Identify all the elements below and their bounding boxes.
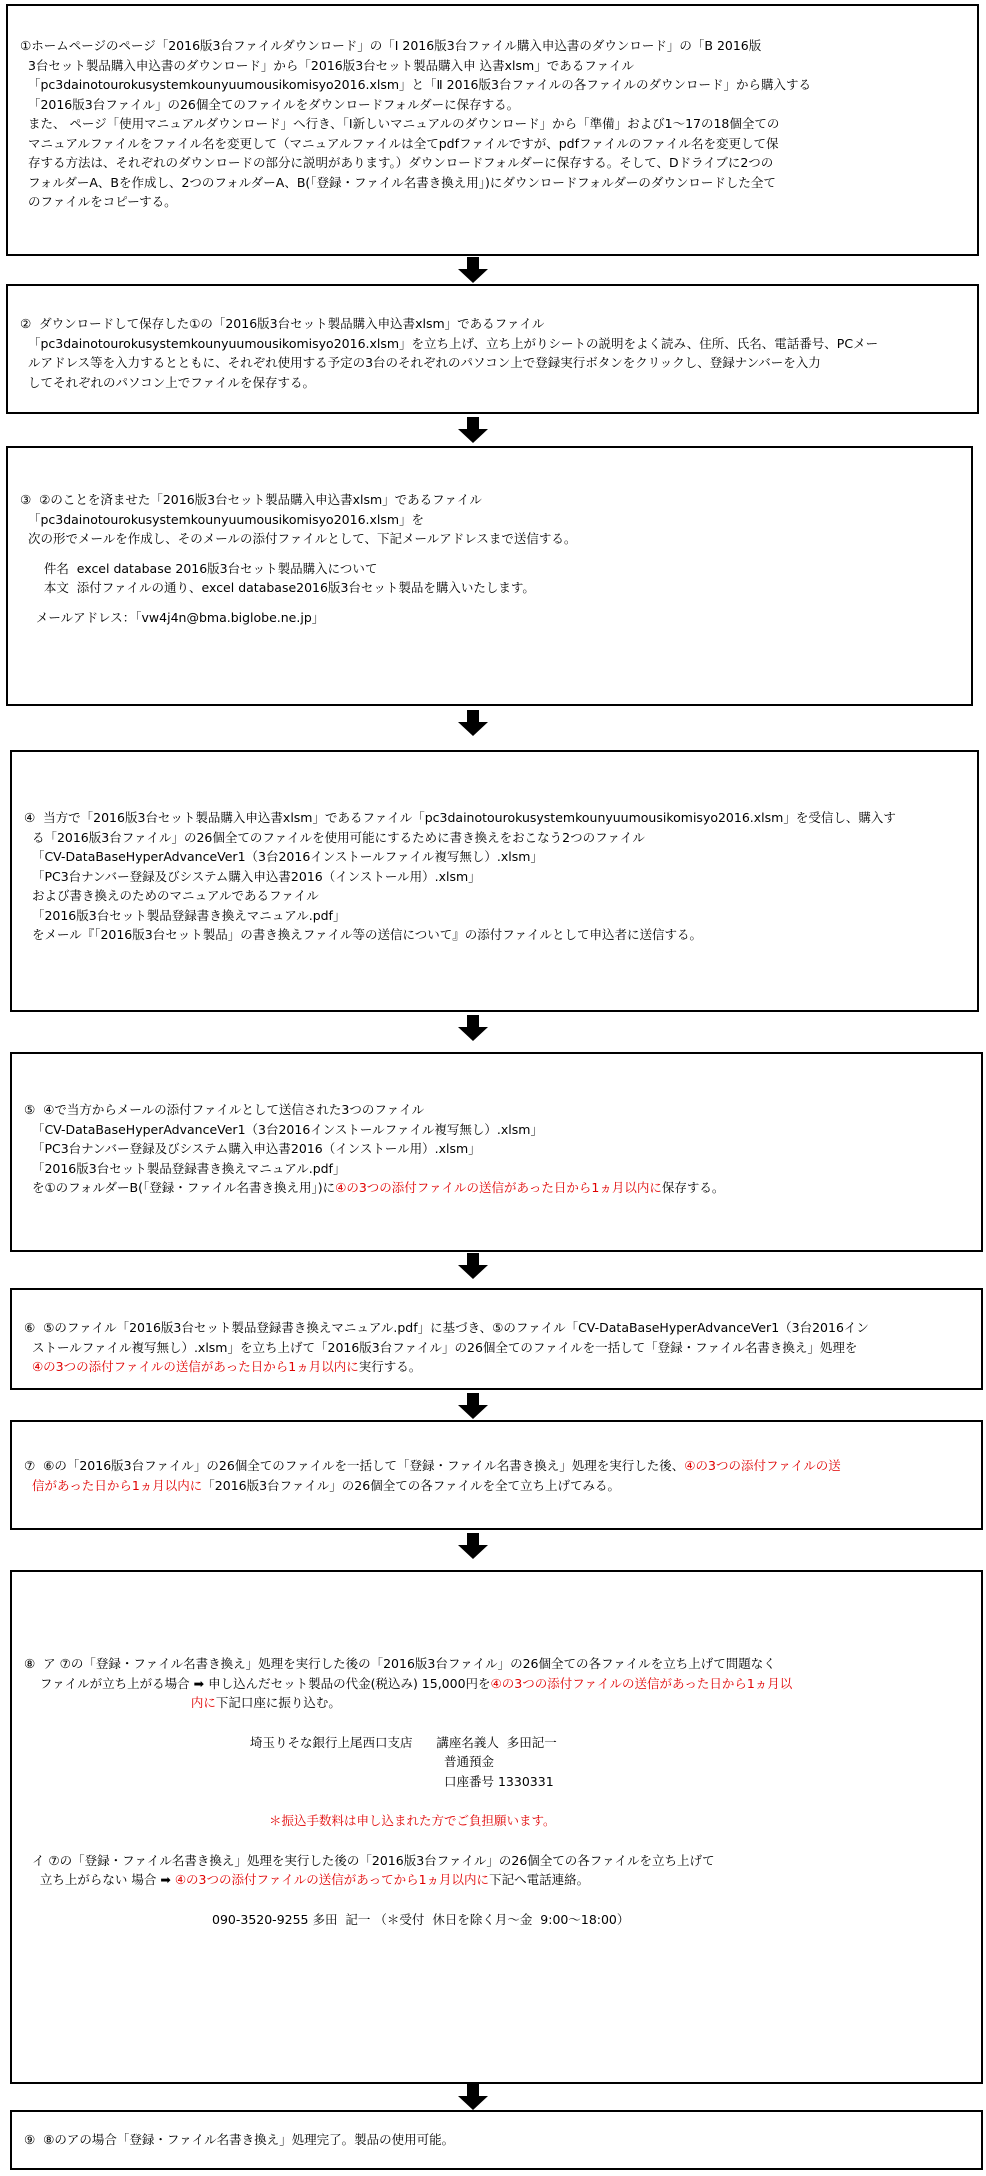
step5-box (10, 1052, 983, 1252)
step2-box (6, 284, 979, 414)
step5-line: 「2016版3台セット製品登録書き換えマニュアル.pdf」 (24, 1160, 346, 1176)
step1-line: 「2016版3台ファイル」の26個全てのファイルをダウンロードフォルダーに保存する。 (20, 96, 520, 112)
step2-line: 「pc3dainotourokusystemkounyuumousikomisyo2016.xlsm」を立ち上げ、立ち上がりシートの説明をよく読み、住所、氏名、電話番号、PCメー (20, 335, 879, 351)
email-body: 本文 添付ファイルの通り、excel database2016版3台セット製品を購入いたします。 (20, 580, 535, 595)
step1-line: 3台セット製品購入申込書のダウンロード」から「2016版3台セット製品購入申 込書xlsm」であるファイル (20, 57, 634, 73)
step8-i-line: 立ち上がらない 場合 ➡ ④の3つの添付ファイルの送信があってから1ヵ月以内に下記へ電話連絡。 (24, 1872, 590, 1887)
step6-box (10, 1288, 983, 1390)
step7-line: 信があった日から1ヵ月以内に「2016版3台ファイル」の26個全ての各ファイルを全て立ち上げてみる。 (24, 1477, 620, 1493)
step8-a-line: ファイルが立ち上がる場合 ➡ 申し込んだセット製品の代金(税込み) 15,000円を④の3つの添付ファイルの送信があった日から1ヵ月以 (24, 1675, 793, 1691)
step8-i-line: イ ⑦の「登録・ファイル名書き換え」処理を実行した後の「2016版3台ファイル」の26個全ての各ファイルを立ち上げて (24, 1852, 715, 1868)
down-arrow-icon (458, 1393, 488, 1419)
down-arrow-icon (458, 257, 488, 283)
step4-line: ④ 当方で「2016版3台セット製品購入申込書xlsm」であるファイル「pc3dainotourokusystemkounyuumousikomisyo2016.xlsm」を受信し、購入す (24, 810, 896, 825)
email-address: メールアドレス：「vw4j4n@bma.biglobe.ne.jp」 (20, 609, 325, 625)
email-subject: 件名 excel database 2016版3台セット製品購入について (20, 560, 378, 576)
step6-line: ④の3つの添付ファイルの送信があった日から1ヵ月以内に実行する。 (24, 1359, 422, 1374)
down-arrow-icon (458, 710, 488, 736)
deadline-note: ④の3つの添付ファイルの送信があった日から1ヵ月以内に (335, 1180, 662, 1195)
step7-box (10, 1420, 983, 1530)
step2-line: ルアドレス等を入力するとともに、それぞれ使用する予定の3台のそれぞれのパソコン上で登録実行ボタンをクリックし、登録ナンバーを入力 (20, 355, 821, 370)
step4-line: る「2016版3台ファイル」の26個全てのファイルを使用可能にするために書き換えをおこなう2つのファイル (24, 829, 645, 845)
deadline-note: ④の3つの添付ファイルの送信があった日から1ヵ月以 (490, 1675, 793, 1691)
step1-line: のファイルをコピーする。 (20, 194, 177, 209)
account-type: 普通預金 (444, 1754, 495, 1769)
step1-line: 存する方法は、それぞれのダウンロードの部分に説明があります。）ダウンロードフォルダーに保存する。そして、Dドライブに2つの (20, 155, 774, 170)
step8-a-line: 内に下記口座に振り込む。 (24, 1695, 341, 1710)
step3-box (6, 446, 973, 706)
step4-line: および書き換えのためのマニュアルであるファイル (24, 888, 319, 903)
step4-line: 「CV-DataBaseHyperAdvanceVer1（3台2016インストールファイル複写無し）.xlsm」 (24, 849, 543, 864)
step1-box (6, 4, 979, 256)
deadline-note: 内に (24, 1695, 216, 1710)
step4-line: 「PC3台ナンバー登録及びシステム購入申込書2016（インストール用）.xlsm」 (24, 868, 481, 884)
step8-box (10, 1570, 983, 2084)
step1-line: ①ホームページのページ「2016版3台ファイルダウンロード」の「Ⅰ 2016版3台ファイル購入申込書のダウンロード」の「B 2016版 (20, 38, 762, 53)
deadline-note: 信があった日から1ヵ月以内に (24, 1477, 203, 1493)
account-number: 口座番号 1330331 (444, 1773, 554, 1789)
step5-line: 「CV-DataBaseHyperAdvanceVer1（3台2016インストールファイル複写無し）.xlsm」 (24, 1121, 543, 1137)
step1-line: また、 ページ「使用マニュアルダウンロード」へ行き、「Ⅰ新しいマニュアルのダウンロード」から「準備」および1～17の18個全ての (20, 116, 780, 131)
step2-line: ② ダウンロードして保存した①の「2016版3台セット製品購入申込書xlsm」であるファイル (20, 316, 545, 331)
step1-line: マニュアルファイルをファイル名を変更して（マニュアルファイルは全てpdfファイルですが、pdfファイルのファイル名を変更して保 (20, 135, 779, 151)
step4-line: をメール『「2016版3台セット製品」の書き換えファイル等の送信について』の添付ファイルとして申込者に送信する。 (24, 927, 702, 942)
deadline-note: ④の3つの添付ファイルの送信があってから1ヵ月以内に (174, 1872, 490, 1887)
step5-line: を①のフォルダーB(「登録・ファイル名書き換え用」)に④の3つの添付ファイルの送信があった日から1ヵ月以内に保存する。 (24, 1180, 725, 1195)
step2-line: してそれぞれのパソコン上でファイルを保存する。 (20, 374, 315, 390)
fee-note: ＊振込手数料は申し込まれた方でご負担願います。 (269, 1813, 556, 1828)
step9-box (10, 2110, 983, 2170)
step5-line: 「PC3台ナンバー登録及びシステム購入申込書2016（インストール用）.xlsm」 (24, 1141, 481, 1156)
deadline-note: ④の3つの添付ファイルの送信があった日から1ヵ月以内に (24, 1359, 359, 1374)
step5-line: ⑤ ④で当方からメールの添付ファイルとして送信された3つのファイル (24, 1102, 425, 1117)
step9-line: ⑨ ⑧のアの場合「登録・ファイル名書き換え」処理完了。製品の使用可能。 (24, 2132, 455, 2147)
phone-contact: 090-3520-9255 多田 記一 （＊受付 休日を除く月～金 9:00～18:00） (212, 1911, 630, 1927)
down-arrow-icon (458, 1253, 488, 1279)
step1-line: 「pc3dainotourokusystemkounyuumousikomisyo2016.xlsm」と「Ⅱ 2016版3台ファイルの各ファイルのダウンロード」から購入する (20, 77, 811, 92)
step1-line: フォルダーA、Bを作成し、2つのフォルダーA、B(「登録・ファイル名書き換え用」)にダウンロードフォルダーのダウンロードした全て (20, 174, 776, 190)
step6-line: ストールファイル複写無し）.xlsm」を立ち上げて「2016版3台ファイル」の26個全てのファイルを一括して「登録・ファイル名書き換え」処理を (24, 1339, 858, 1355)
deadline-note: ④の3つの添付ファイルの送 (684, 1458, 841, 1473)
step4-box (10, 750, 979, 1012)
down-arrow-icon (458, 2084, 488, 2110)
step8-a-line: ⑧ ア ⑦の「登録・ファイル名書き換え」処理を実行した後の「2016版3台ファイル」の26個全ての各ファイルを立ち上げて問題なく (24, 1656, 776, 1671)
bank-name: 埼玉りそな銀行上尾西口支店 講座名義人 多田記一 (250, 1734, 557, 1750)
down-arrow-icon (458, 417, 488, 443)
step7-line: ⑦ ⑥の「2016版3台ファイル」の26個全てのファイルを一括して「登録・ファイル名書き換え」処理を実行した後、④の3つの添付ファイルの送 (24, 1458, 841, 1473)
step6-line: ⑥ ⑤のファイル「2016版3台セット製品登録書き換えマニュアル.pdf」に基づき、⑤のファイル「CV-DataBaseHyperAdvanceVer1（3台2016イン (24, 1320, 869, 1335)
step3-line: ③ ②のことを済ませた「2016版3台セット製品購入申込書xlsm」であるファイル (20, 492, 482, 507)
down-arrow-icon (458, 1533, 488, 1559)
down-arrow-icon (458, 1015, 488, 1041)
step3-line: 「pc3dainotourokusystemkounyuumousikomisyo2016.xlsm」を (20, 511, 425, 527)
step4-line: 「2016版3台セット製品登録書き換えマニュアル.pdf」 (24, 907, 346, 923)
step3-line: 次の形でメールを作成し、そのメールの添付ファイルとして、下記メールアドレスまで送信する。 (20, 531, 577, 546)
